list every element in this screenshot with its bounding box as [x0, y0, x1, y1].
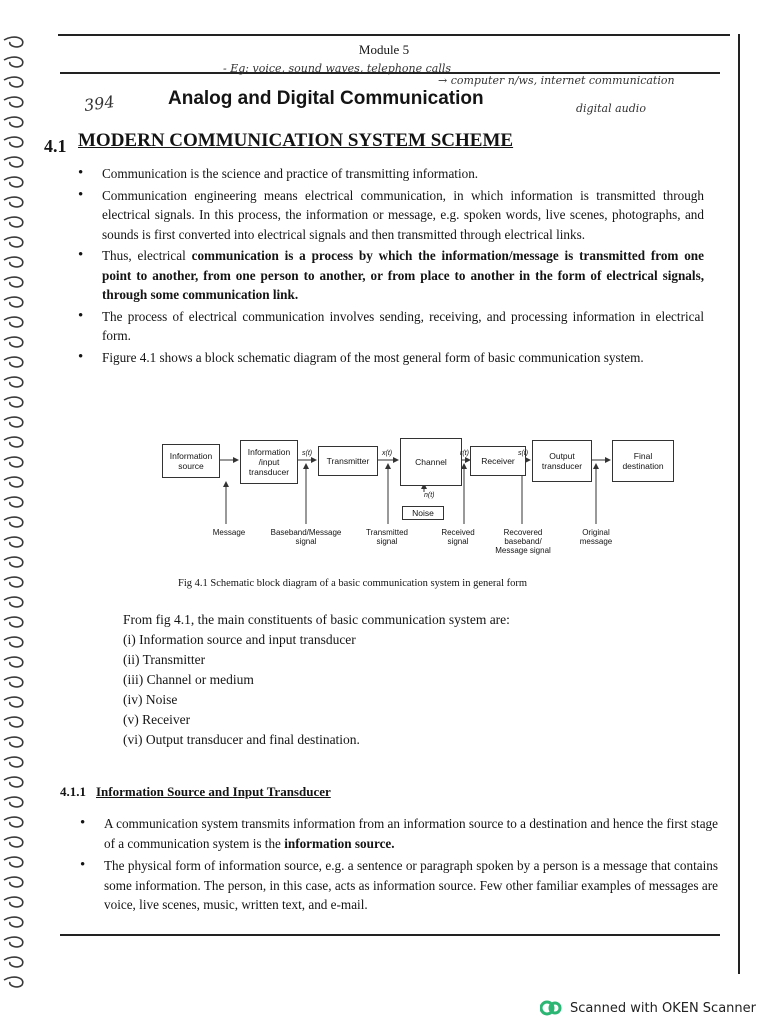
bullet-item: [78, 814, 718, 853]
block-information-source: Information source: [162, 444, 220, 478]
subsection-number: 4.1.1: [60, 784, 86, 799]
scanner-text: Scanned with OKEN Scanner: [570, 1000, 756, 1016]
signal-s-t-input: s(t): [302, 450, 313, 457]
block-diagram: [126, 412, 686, 562]
list-item: (iv) Noise: [123, 692, 178, 707]
handwritten-note-2: → computer n/ws, internet communication: [438, 74, 675, 87]
block-channel: Channel: [400, 438, 462, 486]
scanner-logo-icon: [540, 1000, 562, 1016]
bold-text: communication is a process by which the information/message is transmitted from one point to another, from one person to another, or from place to another in the form of electrical signals, through some communication link.: [102, 248, 704, 302]
page-frame-right: [738, 34, 740, 974]
bullet-item: [76, 307, 704, 346]
spiral-ring: [4, 977, 23, 987]
bullet-item: [78, 856, 718, 915]
constituents-list: [123, 630, 360, 750]
list-item: (vi) Output transducer and final destination.: [123, 732, 360, 747]
bullet-item: [76, 348, 704, 368]
text-run: Communication is the science and practice of transmitting information.: [102, 166, 479, 181]
page-title: Analog and Digital Communication: [168, 88, 484, 109]
text-run: The physical form of information source, e.g. a sentence or paragraph spoken by a person is a message that contains some information. The person, in this case, acts as information source. Few other familiar examples of messages are voice, live scenes, music, written text, and e-mail.: [104, 858, 718, 912]
label-message: Message: [212, 528, 246, 537]
block-receiver: Receiver: [470, 446, 526, 476]
block-output-transducer: Output transducer: [532, 440, 592, 482]
subsection-title: Information Source and Input Transducer: [96, 784, 331, 799]
list-item: (i) Information source and input transducer: [123, 632, 356, 647]
label-received-signal: Received signal: [441, 528, 475, 546]
list-item: (iii) Channel or medium: [123, 672, 254, 687]
document-page: [18, 22, 750, 970]
block-transmitter: Transmitter: [318, 446, 378, 476]
label-recovered-baseband: Recovered baseband/ Message signal: [495, 528, 551, 555]
constituents-intro: From fig 4.1, the main constituents of basic communication system are:: [123, 612, 510, 627]
bullet-item: [76, 246, 704, 305]
signal-s-t-output: s(t): [518, 450, 529, 457]
text-run: Figure 4.1 shows a block schematic diagram of the most general form of basic communication system.: [102, 349, 644, 365]
page-frame-top: [58, 34, 730, 36]
signal-x-t: x(t): [382, 450, 393, 457]
text-run: Communication engineering means electrical communication, in which information is transmitted through electrical signals. In this process, the information or message, e.g. spoken words, live scenes, photographs, and sounds is first converted into electrical signals and then transmitted through electrical links.: [102, 187, 704, 242]
bullet-item: [76, 164, 704, 184]
label-transmitted-signal: Transmitted signal: [366, 528, 408, 546]
block-noise: Noise: [402, 506, 444, 520]
section-bullet-list: [76, 164, 704, 369]
subsection-bullet-list: [78, 814, 718, 918]
block-final-destination: Final destination: [612, 440, 674, 482]
bold-text: information source.: [284, 835, 395, 851]
bullet-item: [76, 186, 704, 245]
list-item: (v) Receiver: [123, 712, 191, 727]
label-original-message: Original message: [579, 528, 613, 546]
block-input-transducer: Information /input transducer: [240, 440, 298, 484]
module-label: Module 5: [358, 42, 410, 57]
text-run: The process of electrical communication involves sending, receiving, and processing information in electrical form.: [102, 308, 704, 343]
text-run: Thus, electrical: [102, 248, 192, 263]
signal-r-t: r(t): [460, 450, 469, 457]
figure-caption: Fig 4.1 Schematic block diagram of a basic communication system in general form: [178, 578, 528, 589]
section-number: 4.1: [44, 136, 67, 156]
section-title: MODERN COMMUNICATION SYSTEM SCHEME: [78, 130, 514, 151]
list-item: (ii) Transmitter: [123, 652, 206, 667]
handwritten-page-number: 394: [82, 91, 116, 116]
label-baseband-signal: Baseband/Message signal: [270, 528, 342, 546]
text-run: A communication system transmits information from an information source to a destination and hence the first stage of a communication system is the: [104, 816, 718, 851]
handwritten-note-3: digital audio: [576, 102, 646, 115]
footer-rule: [60, 934, 720, 936]
scanner-watermark: [540, 1000, 756, 1016]
signal-n-t: n(t): [424, 492, 435, 499]
handwritten-note-1: - Eg: voice, sound waves, telephone calls: [223, 62, 452, 75]
